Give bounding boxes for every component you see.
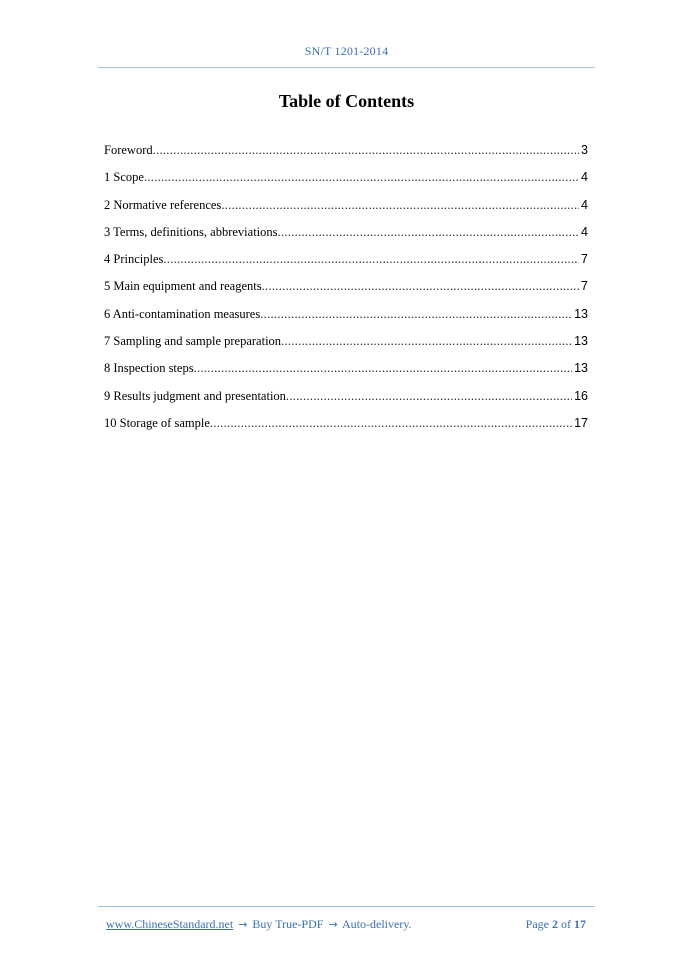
toc-entry-page: 3 — [581, 143, 588, 157]
toc-entry-page: 16 — [574, 388, 588, 403]
toc-entry-label: Foreword — [104, 143, 153, 157]
toc-entry-sampling[interactable] — [104, 334, 588, 361]
toc-entry-page: 4 — [581, 197, 588, 212]
toc-entry-page: 13 — [574, 334, 588, 349]
toc-entry-results-judgment[interactable] — [104, 389, 588, 416]
page-word: Page — [525, 917, 549, 931]
current-page-number: 2 — [552, 917, 558, 931]
toc-entry-label: 9 Results judgment and presentation — [104, 388, 286, 403]
page-indicator — [526, 917, 586, 932]
toc-entry-foreword[interactable] — [104, 143, 588, 170]
toc-entry-label: 1 Scope — [104, 170, 144, 185]
total-page-count: 17 — [574, 917, 586, 931]
toc-entry-terms-definitions[interactable] — [104, 225, 588, 252]
toc-dot-leader — [144, 170, 579, 185]
auto-delivery-text: Auto-delivery. — [342, 917, 412, 931]
toc-entry-label: 3 Terms, definitions, abbreviations — [104, 224, 278, 239]
toc-entry-anti-contamination[interactable] — [104, 307, 588, 334]
toc-dot-leader — [286, 389, 572, 404]
toc-entry-storage-of-sample[interactable] — [104, 416, 588, 443]
toc-entry-page: 13 — [574, 306, 588, 321]
page-of-word: of — [561, 917, 571, 931]
toc-dot-leader — [260, 307, 572, 322]
toc-entry-page: 4 — [581, 224, 588, 239]
toc-entry-label: 8 Inspection steps — [104, 361, 194, 376]
toc-entry-scope[interactable] — [104, 170, 588, 197]
toc-dot-leader — [221, 198, 579, 213]
toc-entry-inspection-steps[interactable] — [104, 361, 588, 388]
toc-dot-leader — [210, 416, 572, 431]
toc-entry-normative-references[interactable] — [104, 198, 588, 225]
toc-dot-leader — [163, 252, 579, 267]
toc-dot-leader — [281, 334, 572, 349]
toc-dot-leader — [262, 279, 579, 294]
page-header-doc-id: SN/T 1201-2014 — [304, 44, 389, 58]
arrow-right-icon: → — [238, 918, 248, 931]
buy-pdf-text: Buy True-PDF — [252, 917, 324, 931]
toc-dot-leader — [153, 143, 579, 158]
table-of-contents — [104, 143, 588, 443]
header-divider — [98, 67, 595, 68]
toc-entry-principles[interactable] — [104, 252, 588, 279]
toc-entry-page: 17 — [574, 415, 588, 430]
toc-dot-leader — [278, 225, 580, 240]
toc-entry-label: 4 Principles — [104, 252, 164, 267]
toc-entry-label: 2 Normative references — [104, 197, 222, 212]
page-title: Table of Contents — [278, 91, 415, 111]
footer-promo — [106, 917, 412, 932]
toc-entry-page: 7 — [581, 252, 588, 267]
toc-entry-label: 10 Storage of sample — [104, 415, 210, 430]
toc-entry-label: 5 Main equipment and reagents — [104, 279, 262, 294]
page-footer — [106, 917, 586, 932]
toc-entry-label: 6 Anti-contamination measures — [104, 306, 261, 321]
toc-entry-main-equipment[interactable] — [104, 279, 588, 306]
toc-entry-page: 4 — [581, 170, 588, 185]
arrow-right-icon: → — [328, 918, 338, 931]
footer-divider — [98, 906, 595, 907]
toc-entry-label: 7 Sampling and sample preparation — [104, 334, 282, 349]
toc-dot-leader — [194, 361, 573, 376]
toc-entry-page: 13 — [574, 361, 588, 376]
toc-entry-page: 7 — [581, 279, 588, 294]
website-link[interactable]: www.ChineseStandard.net — [106, 917, 234, 931]
